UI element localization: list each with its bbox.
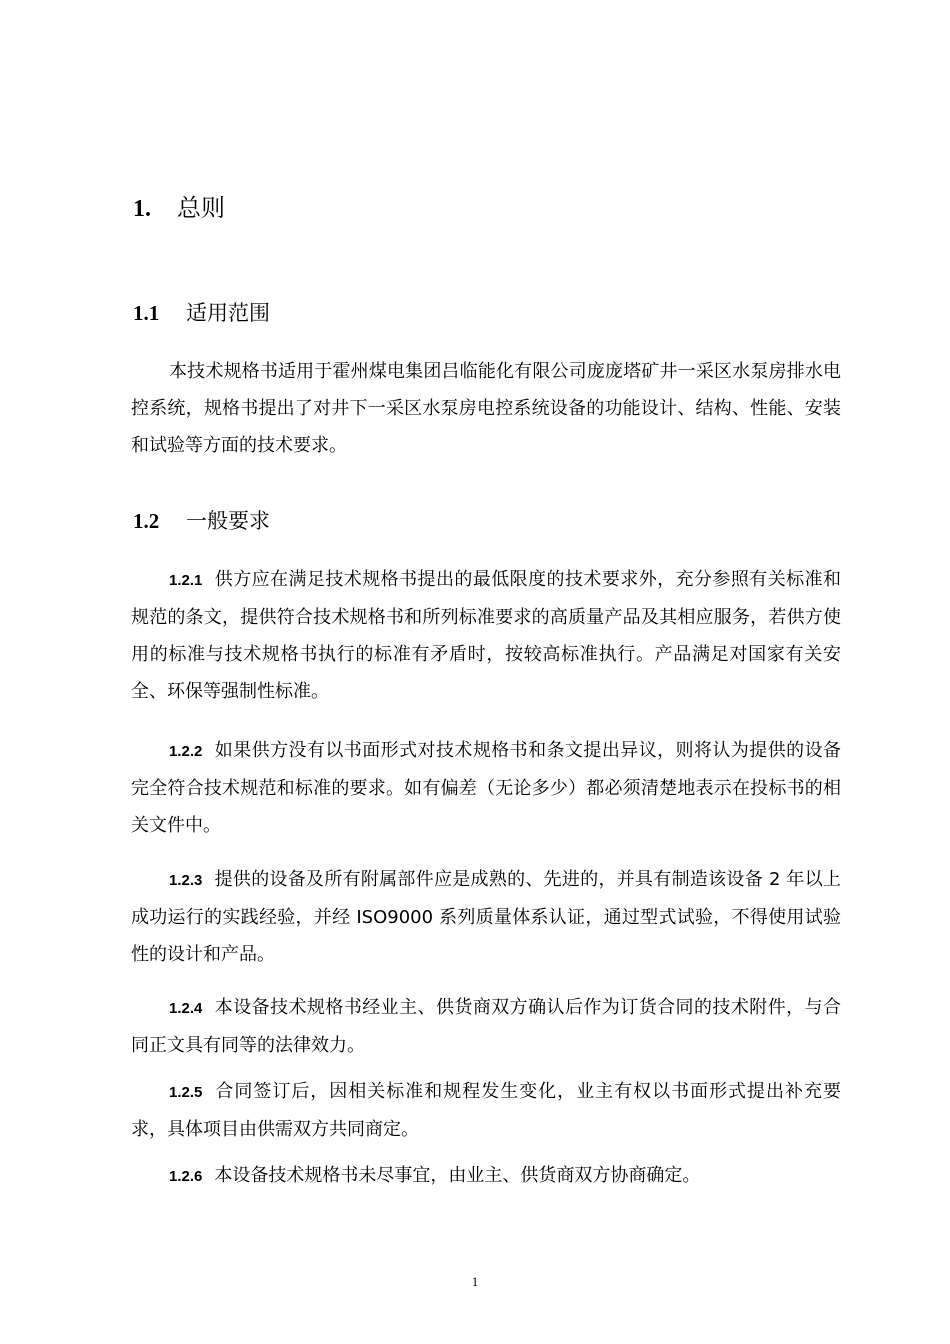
clause-number: 1.2.4 [169,1000,203,1017]
clause-text: 合同签订后，因相关标准和规程发生变化，业主有权以书面形式提出补充要求，具体项目由供需双方共同商定。 [131,1081,841,1140]
clause-number: 1.2.6 [169,1168,203,1185]
chapter-heading [133,190,225,227]
clause-text: 提供的设备及所有附属部件应是成熟的、先进的，并具有制造该设备 2 年以上成功运行的实践经验，并经 ISO9000 系列质量体系认证，通过型式试验，不得使用试验性的设计和产品。 [131,869,841,965]
clause-1-2-2 [131,732,841,844]
clause-1-2-1 [131,561,841,710]
clause-text: 本设备技术规格书未尽事宜，由业主、供货商双方协商确定。 [214,1165,701,1186]
chapter-number: 1. [133,196,151,222]
section-heading-1-2 [133,506,270,536]
clause-text: 供方应在满足技术规格书提出的最低限度的技术要求外，充分参照有关标准和规范的条文，提供符合技术规格书和所列标准要求的高质量产品及其相应服务，若供方使用的标准与技术规格书执行的标准有矛盾时，按较高标准执行。产品满足对国家有关安全、环保等强制性标准。 [131,569,841,702]
clause-1-2-3 [131,861,841,973]
clause-number: 1.2.1 [169,572,203,589]
section-heading-1-1 [133,298,270,328]
clause-number: 1.2.2 [169,743,203,760]
page-number: 1 [471,1274,479,1289]
clause-1-2-4 [131,989,841,1064]
clause-number: 1.2.5 [169,1084,203,1101]
clause-text: 本设备技术规格书经业主、供货商双方确认后作为订货合同的技术附件，与合同正文具有同等的法律效力。 [131,997,841,1056]
section-title: 适用范围 [186,301,270,325]
clause-number: 1.2.3 [169,872,203,889]
section-1-1-paragraph [131,353,841,464]
clause-1-2-6 [131,1157,841,1195]
section-title: 一般要求 [186,509,270,533]
clause-text: 如果供方没有以书面形式对技术规格书和条文提出异议，则将认为提供的设备完全符合技术规范和标准的要求。如有偏差（无论多少）都必须清楚地表示在投标书的相关文件中。 [131,740,841,836]
section-number: 1.2 [133,509,160,533]
paragraph-text: 本技术规格书适用于霍州煤电集团吕临能化有限公司庞庞塔矿井一采区水泵房排水电控系统，规格书提出了对井下一采区水泵房电控系统设备的功能设计、结构、性能、安装和试验等方面的技术要求。 [131,361,841,456]
clause-1-2-5 [131,1073,841,1148]
chapter-title: 总则 [177,194,225,222]
section-number: 1.1 [133,301,160,325]
